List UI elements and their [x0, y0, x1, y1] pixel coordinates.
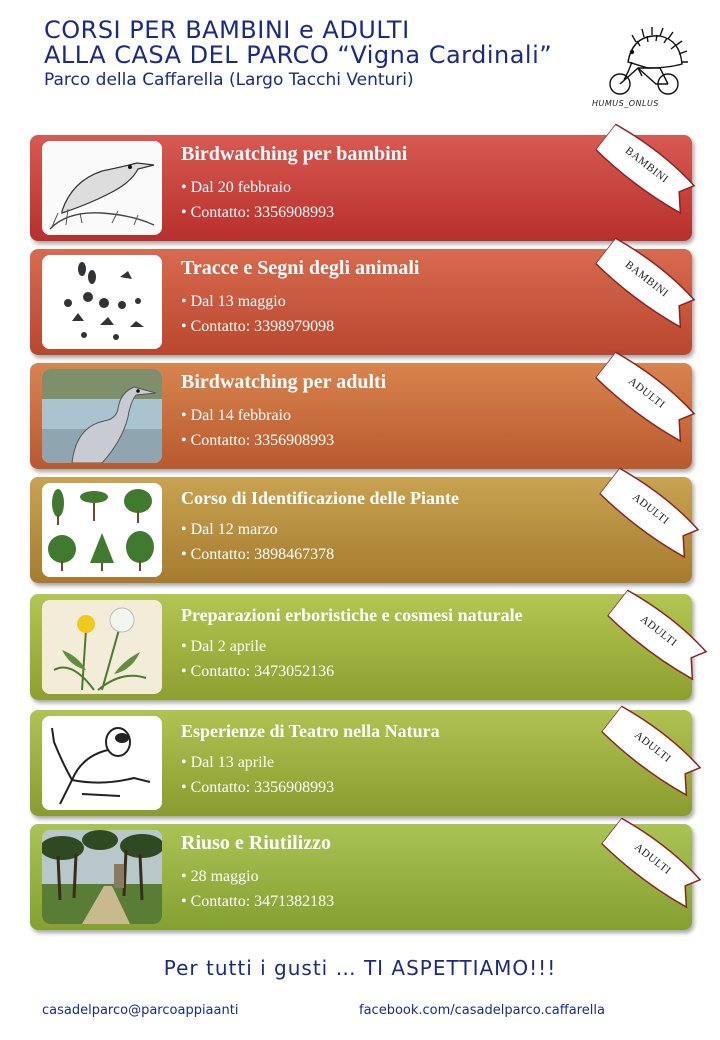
course-title: Preparazioni erboristiche e cosmesi naturale: [181, 605, 523, 625]
course-contact: • Contatto: 3356908993: [181, 204, 335, 221]
hedgehog-bicycle-logo: [598, 22, 688, 102]
heron-photo: [42, 369, 162, 463]
headline: CORSI PER BAMBINI e ADULTI: [44, 16, 410, 44]
course-bar: [30, 824, 692, 930]
course-bar: [30, 710, 692, 816]
course-contact: • Contatto: 3398979098: [181, 318, 335, 335]
audience-label: BAMBINI: [622, 258, 671, 300]
email-address[interactable]: casadelparco@parcoappiaanti: [42, 1003, 239, 1018]
audience-label: ADULTI: [632, 729, 674, 766]
course-contact: • Contatto: 3356908993: [181, 779, 335, 796]
park-path-photo: [42, 830, 162, 924]
dandelion-illustration: [42, 600, 162, 694]
course-title: Riuso e Riutilizzo: [181, 832, 331, 854]
animal-tracks-image: [42, 255, 162, 349]
course-title: Birdwatching per bambini: [181, 143, 408, 165]
course-bar: [30, 594, 692, 700]
course-contact: • Contatto: 3473052136: [181, 663, 335, 680]
facebook-link[interactable]: facebook.com/casadelparco.caffarella: [359, 1003, 605, 1018]
course-contact: • Contatto: 3898467378: [181, 546, 335, 563]
course-date: • Dal 13 maggio: [181, 293, 286, 310]
course-title: Corso di Identificazione delle Piante: [181, 488, 459, 508]
audience-label: ADULTI: [630, 491, 672, 528]
course-contact: • Contatto: 3356908993: [181, 432, 335, 449]
theatre-figure-sketch: [42, 716, 162, 810]
course-bar: [30, 477, 692, 583]
audience-label: ADULTI: [638, 613, 680, 650]
bird-sketch-image: [42, 141, 162, 235]
location-line: Parco della Caffarella (Largo Tacchi Venturi): [44, 70, 414, 90]
course-date: • Dal 13 aprile: [181, 754, 275, 771]
audience-label: ADULTI: [632, 841, 674, 878]
course-date: • Dal 2 aprile: [181, 638, 267, 655]
header: [44, 18, 604, 92]
trees-illustration: [42, 483, 162, 577]
audience-label: ADULTI: [626, 375, 668, 412]
course-title: Tracce e Segni degli animali: [181, 257, 420, 279]
course-title: Birdwatching per adulti: [181, 371, 387, 393]
audience-label: BAMBINI: [622, 144, 671, 186]
course-date: • 28 maggio: [181, 868, 259, 885]
logo-caption: HUMUS_ONLUS: [592, 99, 659, 108]
course-contact: • Contatto: 3471382183: [181, 893, 335, 910]
course-date: • Dal 12 marzo: [181, 521, 278, 538]
course-title: Esperienze di Teatro nella Natura: [181, 721, 440, 741]
tagline: Per tutti i gusti … TI ASPETTIAMO!!!: [163, 956, 557, 980]
course-date: • Dal 14 febbraio: [181, 407, 292, 424]
headline-venue: ALLA CASA DEL PARCO “Vigna Cardinali”: [44, 41, 553, 69]
course-date: • Dal 20 febbraio: [181, 179, 292, 196]
